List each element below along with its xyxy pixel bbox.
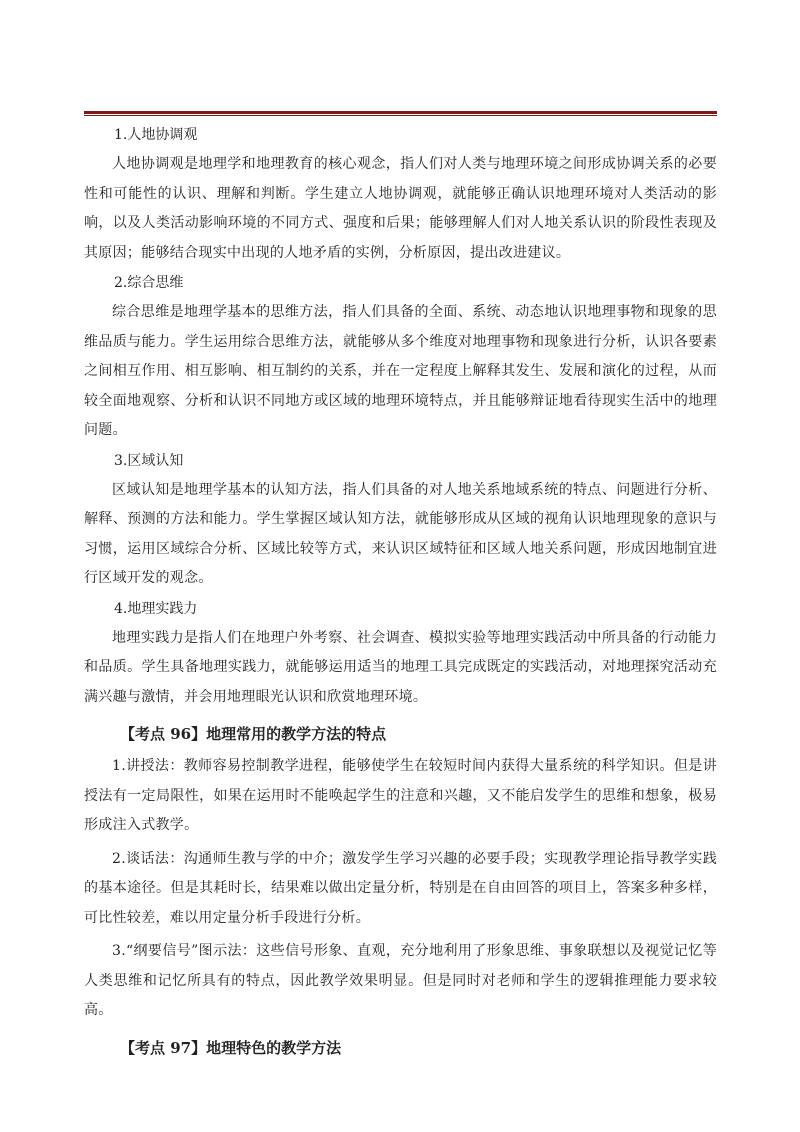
teaching-method-lecture: 1.讲授法：教师容易控制教学进程，能够使学生在较短时间内获得大量系统的科学知识。但是讲授法有一定局限性，如果在运用时不能唤起学生的注意和兴趣，又不能启发学生的思维和想象，极易形成注入式教学。 [84, 758, 717, 833]
header-rule-thin [84, 115, 717, 116]
header-rule-thick [84, 111, 717, 114]
section-body-1: 人地协调观是地理学和地理教育的核心观念，指人们对人类与地理环境之间形成协调关系的必要性和可能性的认识、理解和判断。学生建立人地协调观，就能够正确认识地理环境对人类活动的影响，以及人类活动影响环境的不同方式、强度和后果；能够理解人们对人地关系认识的阶段性表现及其原因；能够结合现实中出现的人地矛盾的实例，分析原因，提出改进建议。 [84, 156, 717, 261]
kaodian-96-heading: 【考点 96】地理常用的教学方法的特点 [120, 725, 387, 743]
teaching-method-outline-signal: 3.“纲要信号”图示法：这些信号形象、直观，充分地利用了形象思维、事象联想以及视觉记忆等人类思维和记忆所具有的特点，因此教学效果明显。但是同时对老师和学生的逻辑推理能力要求较高。 [84, 943, 717, 1018]
section-title-4: 4.地理实践力 [114, 600, 198, 617]
kaodian-97-heading: 【考点 97】地理特色的教学方法 [120, 1038, 342, 1057]
document-body [84, 120, 717, 1066]
section-body-4: 地理实践力是指人们在地理户外考察、社会调查、模拟实验等地理实践活动中所具备的行动能力和品质。学生具备地理实践力，就能够运用适当的地理工具完成既定的实践活动，对地理探究活动充满兴趣与激情，并会用地理眼光认识和欣赏地理环境。 [84, 629, 717, 705]
section-title-2: 2.综合思维 [114, 275, 184, 291]
section-body-3: 区域认知是地理学基本的认知方法，指人们具备的对人地关系地域系统的特点、问题进行分析、解释、预测的方法和能力。学生掌握区域认知方法，就能够形成从区域的视角认识地理现象的意识与习惯，运用区域综合分析、区域比较等方式，来认识区域特征和区域人地关系问题，形成因地制宜进行区域开发的观念。 [84, 481, 717, 586]
section-title-3: 3.区域认知 [114, 452, 184, 469]
section-body-2: 综合思维是地理学基本的思维方法，指人们具备的全面、系统、动态地认识地理事物和现象的思维品质与能力。学生运用综合思维方法，就能够从多个维度对地理事物和现象进行分析，认识各要素之间相互作用、相互影响、相互制约的关系，并在一定程度上解释其发生、发展和演化的过程，从而较全面地观察、分析和认识不同地方或区域的地理环境特点，并且能够辩证地看待现实生活中的地理问题。 [84, 304, 717, 438]
teaching-method-discussion: 2.谈话法：沟通师生教与学的中介；激发学生学习兴趣的必要手段；实现教学理论指导教学实践的基本途径。但是其耗时长，结果难以做出定量分析，特别是在自由回答的项目上，答案多种多样，可比性较差，难以用定量分析手段进行分析。 [84, 850, 717, 926]
section-title-1: 1.人地协调观 [114, 127, 198, 143]
